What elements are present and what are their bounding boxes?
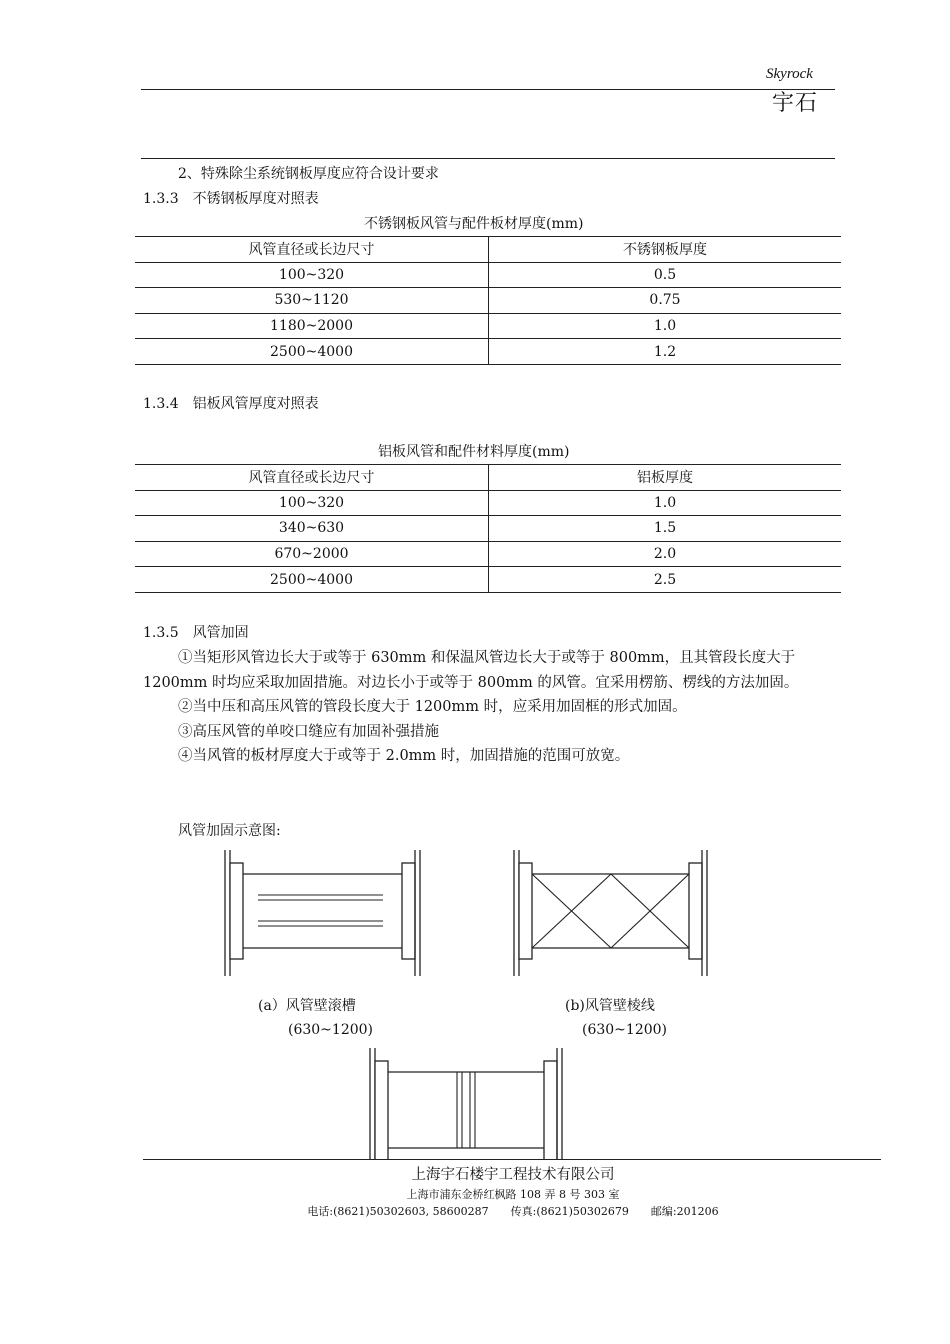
fig-b-range: (630~1200) [582,1022,668,1038]
section-134-heading: 1.3.4 铝板风管厚度对照表 [143,396,319,412]
table-row [135,313,841,339]
column-header: 风管直径或长边尺寸 [135,465,489,491]
column-header: 不锈钢板厚度 [489,237,842,263]
size-cell: 2500~4000 [135,339,489,365]
table-header-row [135,465,841,491]
size-cell: 1180~2000 [135,313,489,339]
header-rule [141,89,835,90]
stainless-thickness-table [135,236,841,365]
duct-groove-diagram [220,850,430,976]
section-133-heading: 1.3.3 不锈钢板厚度对照表 [143,191,319,207]
column-header: 风管直径或长边尺寸 [135,237,489,263]
column-header: 铝板厚度 [489,465,842,491]
top-divider [141,158,835,159]
table-row [135,288,841,314]
size-cell: 340~630 [135,516,489,542]
fig-a-range: (630~1200) [288,1022,374,1038]
thickness-cell: 2.5 [489,567,842,593]
table-row [135,262,841,288]
fig-a-caption: (a）风管壁滚槽 [258,998,356,1014]
table-134-caption: 铝板风管和配件材料厚度(mm) [378,444,570,460]
intro-line: 2、特殊除尘系统钢板厚度应符合设计要求 [178,166,439,182]
thickness-cell: 1.2 [489,339,842,365]
diagram-title: 风管加固示意图: [178,823,281,839]
table-133-caption: 不锈钢板风管与配件板材厚度(mm) [364,216,584,232]
logo-chinese: 宇石 [772,91,819,116]
table-row [135,567,841,593]
thickness-cell: 1.5 [489,516,842,542]
footer-company: 上海宇石楼宇工程技术有限公司 [411,1167,615,1183]
duct-frame-diagram [366,1048,566,1160]
duct-ridge-diagram [511,850,711,976]
size-cell: 100~320 [135,490,489,516]
item-1: ①当矩形风管边长大于或等于 630mm 和保温风管边长大于或等于 800mm，且其管段长度大于 1200mm 时均应采取加固措施。对边长小于或等于 800mm 的风管。宜采用楞筋、楞线的方法加固。 [143,650,799,691]
reinforcement-text [143,646,843,769]
table-row [135,541,841,567]
item-3: ③高压风管的单咬口缝应有加固补强措施 [178,723,439,740]
table-row [135,490,841,516]
footer-rule [143,1159,881,1160]
section-135-heading: 1.3.5 风管加固 [143,625,249,641]
size-cell: 670~2000 [135,541,489,567]
size-cell: 2500~4000 [135,567,489,593]
item-2: ②当中压和高压风管的管段长度大于 1200mm 时，应采用加固框的形式加固。 [178,699,687,715]
footer-contact: 电话:(8621)50302603, 58600287 传真:(8621)50302679 邮编:201206 [307,1205,719,1218]
thickness-cell: 1.0 [489,313,842,339]
thickness-cell: 0.75 [489,288,842,314]
footer-address: 上海市浦东金桥红枫路 108 弄 8 号 303 室 [406,1188,620,1201]
logo-english: Skyrock [766,66,813,82]
thickness-cell: 2.0 [489,541,842,567]
size-cell: 530~1120 [135,288,489,314]
size-cell: 100~320 [135,262,489,288]
table-row [135,339,841,365]
table-header-row [135,237,841,263]
fig-b-caption: (b)风管壁棱线 [565,998,655,1014]
table-row [135,516,841,542]
thickness-cell: 0.5 [489,262,842,288]
thickness-cell: 1.0 [489,490,842,516]
aluminum-thickness-table [135,464,841,593]
item-4: ④当风管的板材厚度大于或等于 2.0mm 时，加固措施的范围可放宽。 [178,748,630,764]
